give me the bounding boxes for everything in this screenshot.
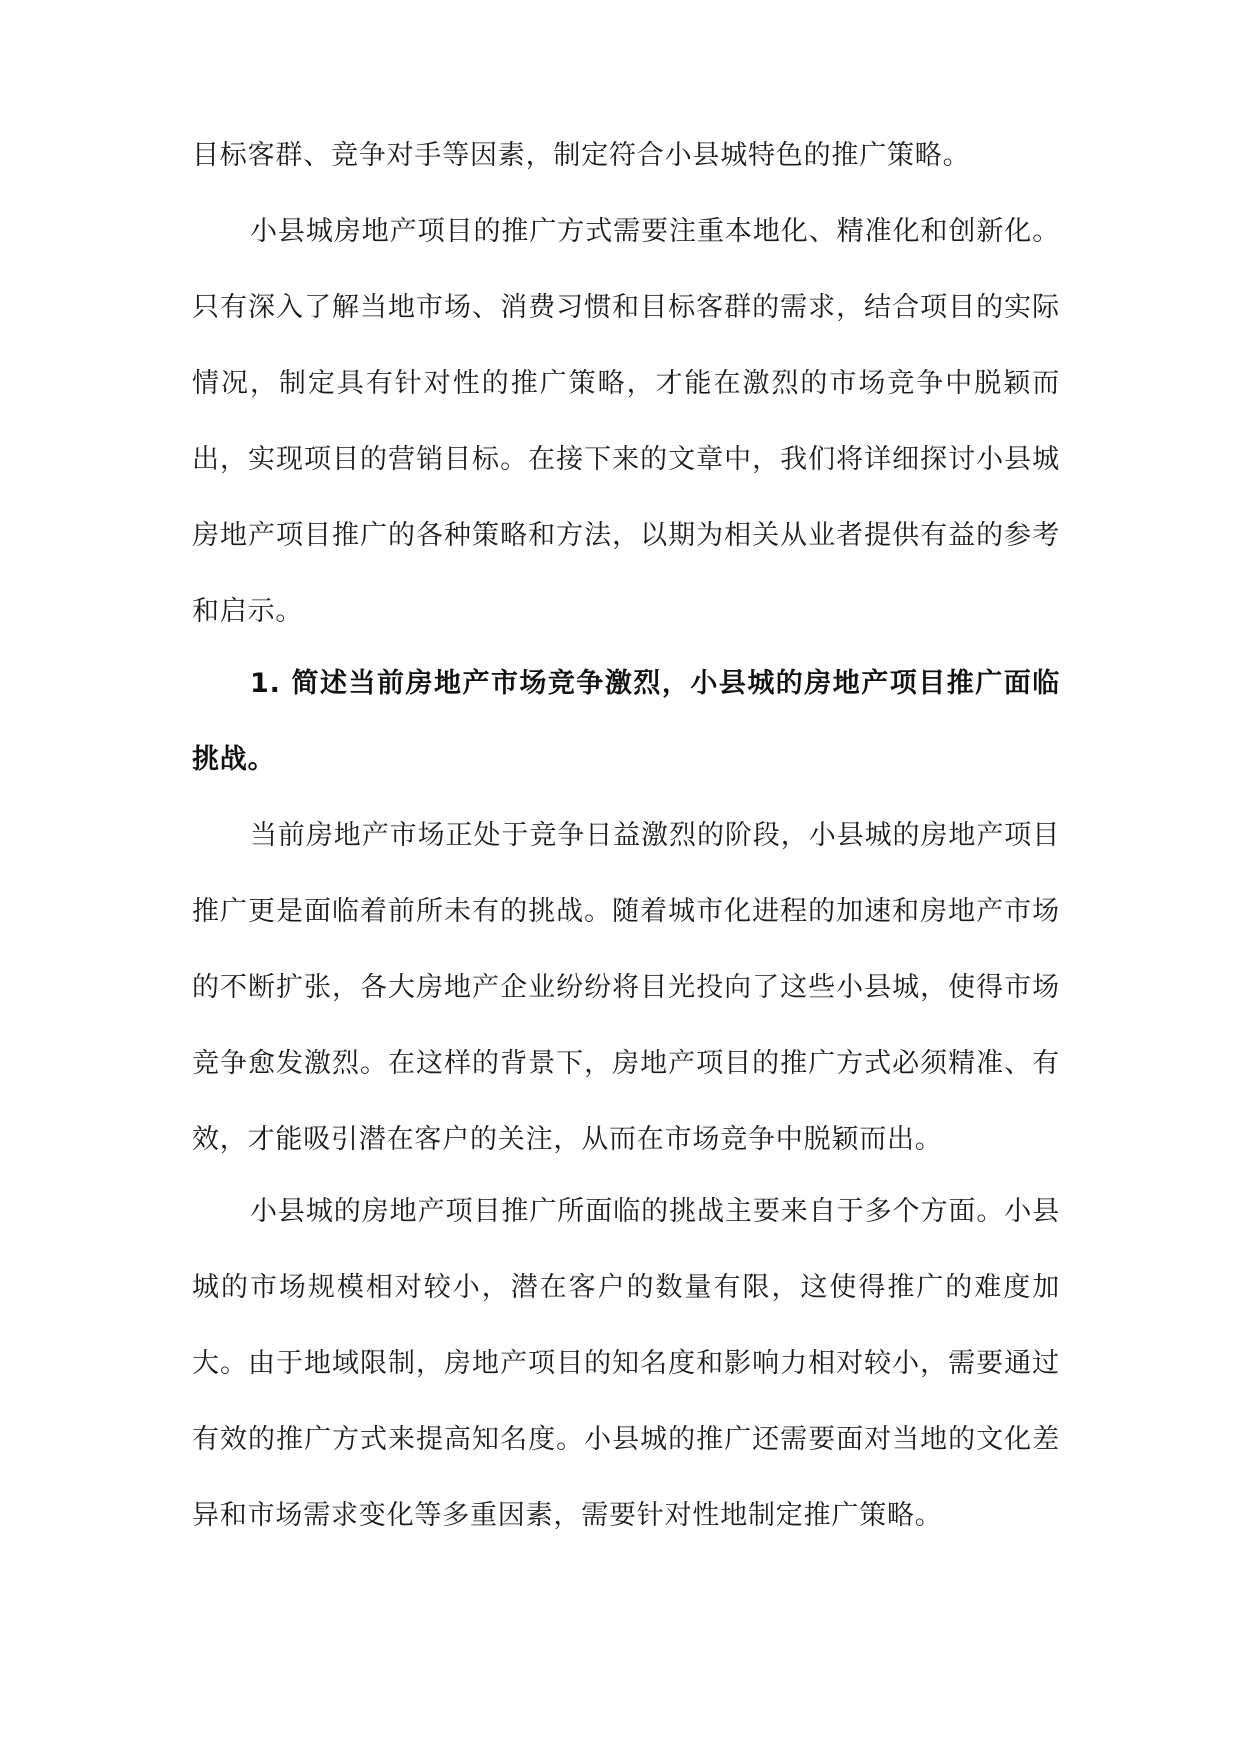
- paragraph-market-competition: 当前房地产市场正处于竞争日益激烈的阶段，小县城的房地产项目推广更是面临着前所未有的挑战。随着城市化进程的加速和房地产市场的不断扩张，各大房地产企业纷纷将目光投向了这些小县城，使得市场竞争愈发激烈。在这样的背景下，房地产项目的推广方式必须精准、有效，才能吸引潜在客户的关注，从而在市场竞争中脱颖而出。: [192, 820, 1060, 1155]
- paragraph-challenges: 小县城的房地产项目推广所面临的挑战主要来自于多个方面。小县城的市场规模相对较小，潜在客户的数量有限，这使得推广的难度加大。由于地域限制，房地产项目的知名度和影响力相对较小，需要通过有效的推广方式来提高知名度。小县城的推广还需要面对当地的文化差异和市场需求变化等多重因素，需要针对性地制定推广策略。: [192, 1196, 1060, 1531]
- paragraph-continued: 目标客群、竞争对手等因素，制定符合小县城特色的推广策略。: [192, 140, 971, 171]
- section-heading: 1. 简述当前房地产市场竞争激烈，小县城的房地产项目推广面临挑战。: [192, 668, 1060, 775]
- paragraph-intro-conclusion: 小县城房地产项目的推广方式需要注重本地化、精准化和创新化。只有深入了解当地市场、消费习惯和目标客群的需求，结合项目的实际情况，制定具有针对性的推广策略，才能在激烈的市场竞争中脱颖而出，实现项目的营销目标。在接下来的文章中，我们将详细探讨小县城房地产项目推广的各种策略和方法，以期为相关从业者提供有益的参考和启示。: [192, 216, 1060, 627]
